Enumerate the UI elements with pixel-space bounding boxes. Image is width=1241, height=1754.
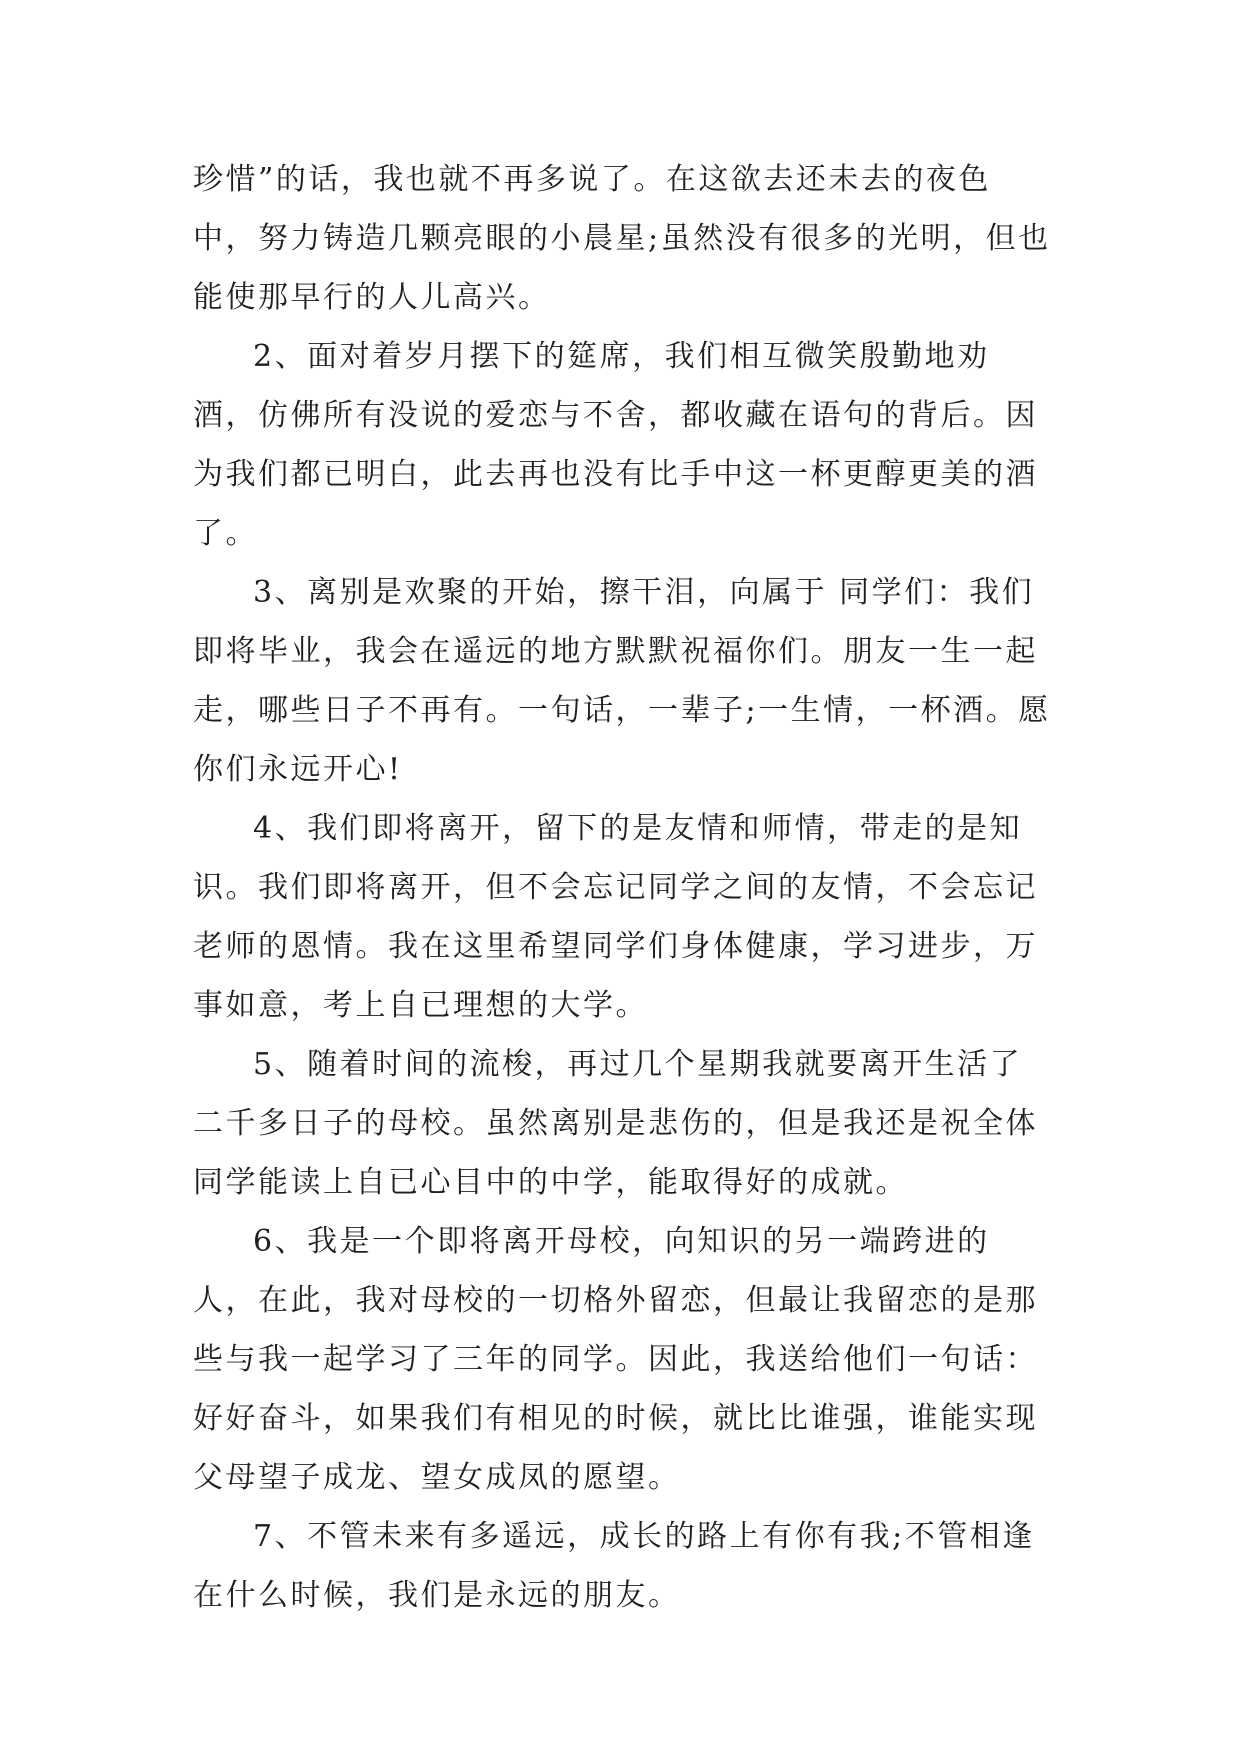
paragraph-item-6: 6、我是一个即将离开母校，向知识的另一端跨进的人，在此，我对母校的一切格外留恋，但最让我留恋的是那些与我一起学习了三年的同学。因此，我送给他们一句话：好好奋斗，如果我们有相见的时候，就比比谁强，谁能实现父母望子成龙、望女成凤的愿望。 <box>193 1224 1038 1495</box>
paragraph-item-5: 5、随着时间的流梭，再过几个星期我就要离开生活了二千多日子的母校。虽然离别是悲伤的，但是我还是祝全体同学能读上自已心目中的中学，能取得好的成就。 <box>193 1047 1038 1200</box>
document-body <box>193 150 1053 1625</box>
paragraph-continuation: 珍惜”的话，我也就不再多说了。在这欲去还未去的夜色中，努力铸造几颗亮眼的小晨星;虽然没有很多的光明，但也能使那早行的人儿高兴。 <box>193 162 1051 315</box>
paragraph-item-2: 2、面对着岁月摆下的筵席，我们相互微笑殷勤地劝酒，仿佛所有没说的爱恋与不舍，都收藏在语句的背后。因为我们都已明白，此去再也没有比手中这一杯更醇更美的酒了。 <box>193 339 1038 551</box>
paragraph-item-7: 7、不管未来有多遥远，成长的路上有你有我;不管相逢在什么时候，我们是永远的朋友。 <box>193 1519 1035 1613</box>
paragraph-item-4: 4、我们即将离开，留下的是友情和师情，带走的是知识。我们即将离开，但不会忘记同学之间的友情，不会忘记老师的恩情。我在这里希望同学们身体健康，学习进步，万事如意，考上自已理想的大学。 <box>193 811 1038 1023</box>
paragraph-item-3: 3、离别是欢聚的开始，擦干泪，向属于 同学们：我们即将毕业，我会在遥远的地方默默祝福你们。朋友一生一起走，哪些日子不再有。一句话，一辈子;一生情，一杯酒。愿你们永远开心! <box>193 575 1051 787</box>
